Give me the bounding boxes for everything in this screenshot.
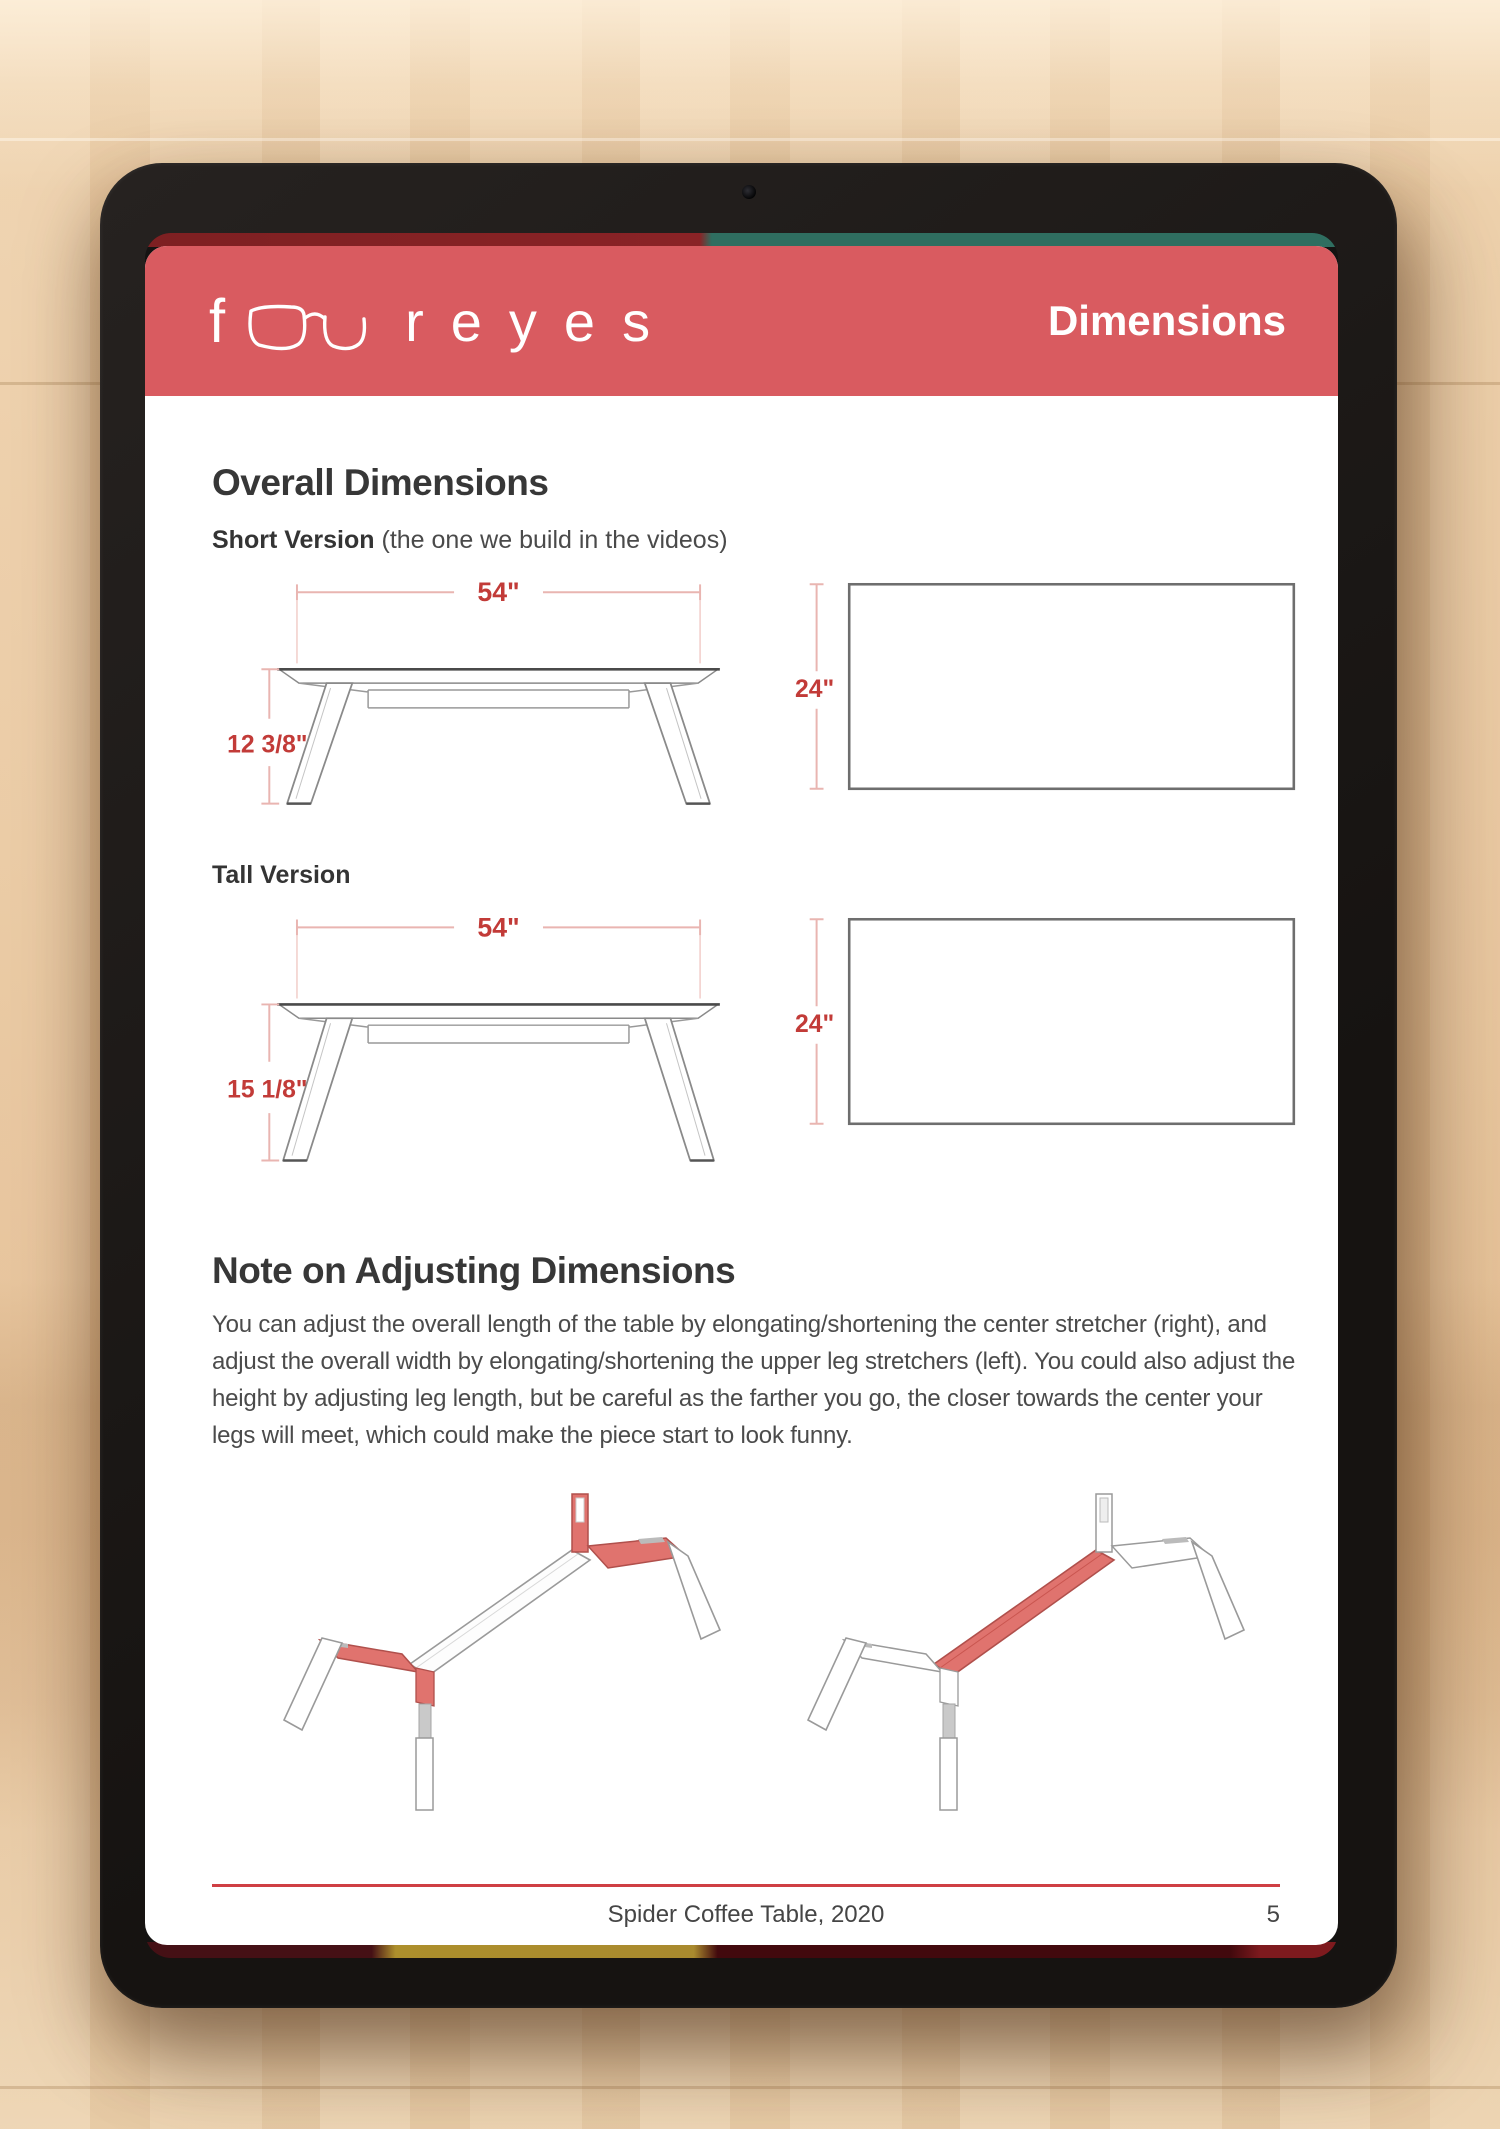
short-side-view-diagram (212, 569, 770, 819)
logo-letters-reyes: reyes (405, 289, 678, 353)
tall-version-label (212, 861, 1298, 890)
foureyes-logo (209, 285, 677, 357)
page-content (145, 396, 1338, 1837)
wood-plank-seam (0, 2086, 1500, 2089)
dim-height-tall: 15 1/8" (227, 1076, 308, 1104)
pdf-page (145, 246, 1338, 1945)
dim-length-tall: 54" (477, 912, 520, 943)
short-top-view-diagram (784, 569, 1298, 809)
footer-page-number: 5 (1266, 1901, 1280, 1928)
note-paragraph: You can adjust the overall length of the table by elongating/shortening the center stretcher (right), and adjust the overall width by elongating/shortening the upper leg stretchers (left). You could also adjust the height by adjusting leg length, but be careful as the farther you go, the closer towards the center your legs will meet, which could make the piece start to look funny. (212, 1311, 1296, 1449)
page-header (145, 246, 1338, 396)
dim-width-short: 24" (795, 675, 835, 703)
page-section-label: Dimensions (1047, 297, 1286, 344)
page-footer (145, 1884, 1338, 1931)
short-version-label-bold: Short Version (212, 526, 375, 554)
front-camera-icon (742, 185, 756, 199)
tablet-device (100, 163, 1397, 2008)
center-stretcher-highlight-illustration (766, 1472, 1266, 1837)
tall-version-label-bold: Tall Version (212, 861, 351, 889)
adjustment-illustrations (212, 1472, 1298, 1837)
leg-stretchers-highlight-illustration (242, 1472, 742, 1837)
section-title-note: Note on Adjusting Dimensions (212, 1250, 736, 1291)
section-title-overall-dimensions: Overall Dimensions (212, 462, 549, 503)
short-version-diagrams (212, 569, 1298, 819)
tablet-screen[interactable] (145, 233, 1338, 1958)
screen-top-strip (145, 233, 1338, 247)
tall-top-view-diagram (784, 904, 1298, 1144)
glasses-icon (241, 295, 391, 357)
short-version-label-note: (the one we build in the videos) (374, 526, 728, 554)
logo-letter-f: f (209, 286, 226, 356)
short-version-label (212, 526, 1298, 555)
tall-side-view-diagram (212, 904, 770, 1176)
wood-plank-seam (0, 138, 1500, 141)
dim-width-tall: 24" (795, 1010, 835, 1038)
dim-length-short: 54" (477, 577, 520, 608)
footer-doc-title: Spider Coffee Table, 2020 (607, 1901, 885, 1928)
tall-version-diagrams (212, 904, 1298, 1176)
dim-height-short: 12 3/8" (227, 731, 308, 759)
footer-rule (212, 1884, 1280, 1887)
